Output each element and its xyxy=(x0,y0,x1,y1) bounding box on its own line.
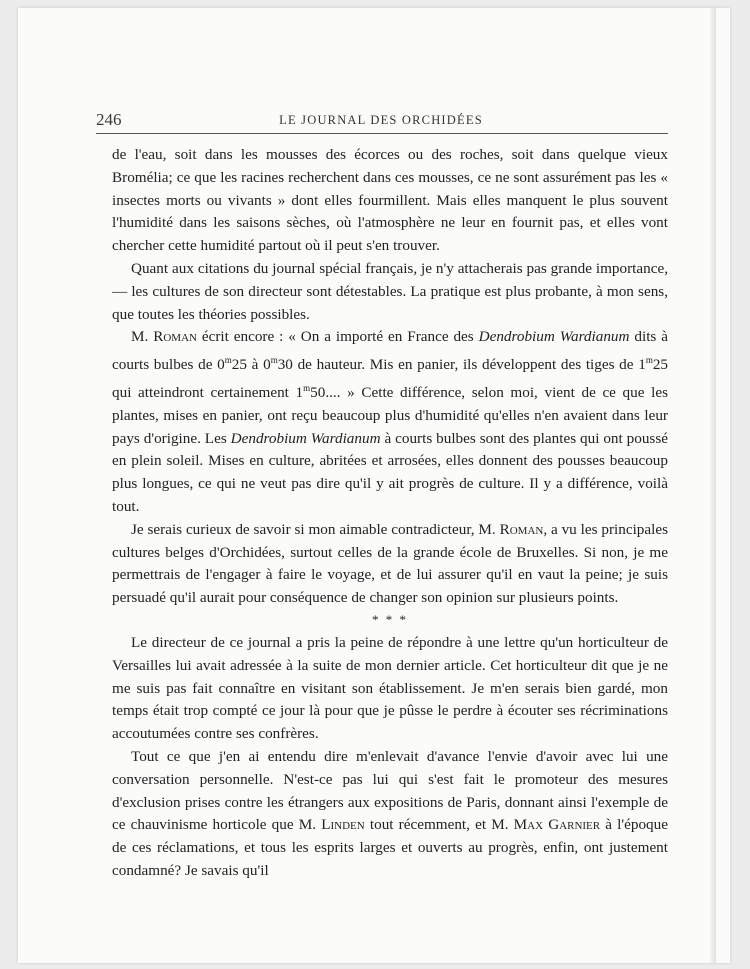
text-run: M. xyxy=(131,328,154,346)
person-name: Linden xyxy=(321,816,365,834)
text-run: 30 de hauteur. Mis en panier, ils développent des tiges de 1 xyxy=(277,356,646,374)
text-run: tout récemment, et M. xyxy=(364,816,514,834)
person-name: Roman xyxy=(153,328,197,346)
unit-superscript: m xyxy=(270,355,278,366)
unit-superscript: m xyxy=(224,355,232,366)
running-title: LE JOURNAL DES ORCHIDÉES xyxy=(279,113,483,127)
paragraph-3 xyxy=(112,326,668,519)
unit-superscript: m xyxy=(645,355,653,366)
paragraph-5: Le directeur de ce journal a pris la peine de répondre à une lettre qu'un horticulteur de Versailles lui avait adressée à la suite de mon dernier article. Cet horticulteur dit que je ne me suis pas fait connaître en visitant son établissement. Je m'en serais bien gardé, mon temps était trop compté ce jour là pour que je pûsse le perdre à écouter ses récriminations accoutumées contre ses confrères. xyxy=(112,634,668,743)
text-run: à courts bulbes sont des plantes qui ont poussé en plein soleil. Mises en culture, abritées et arrosées, elles donnent des pousses beaucoup plus longues, ce qui ne veut pas dire qu'il y ait progrès de culture. Il y a différence, voilà tout. xyxy=(112,429,668,516)
person-name: Max Garnier xyxy=(513,816,601,834)
text-run: à l'époque de ces réclamations, et tous les esprits larges et ouverts au progrès, enfin, ont justement condamné? Je savais qu'il xyxy=(112,816,668,880)
person-name: Roman xyxy=(499,520,544,538)
page-number: 246 xyxy=(96,110,122,129)
species-name: Dendrobium Wardianum xyxy=(478,328,630,346)
text-run: , a vu les principales cultures belges d'Orchidées, surtout celles de la grande école de Bruxelles. Si non, je me permettrais de l'engager à faire le voyage, et de lui assurer qu'il en vaut la peine; je suis persuadé qu'il aurait pour conséquence de changer son opinion sur plusieurs points. xyxy=(112,520,668,607)
paragraph-1: de l'eau, soit dans les mousses des écorces ou des roches, soit dans quelque vieux Bromélia; ce que les racines recherchent dans ces mousses, ce ne sont assurément pas les « insectes morts ou vivants » dont elles fourmillent. Mais elles manquent le plus souvent l'humidité dans les saisons sèches, où l'atmosphère ne leur en fournit pas, et elles vont chercher cette humidité partout où il peut s'en trouver. xyxy=(112,146,668,255)
text-run: dits à courts bulbes de 0 xyxy=(112,328,668,374)
species-name: Dendrobium Wardianum xyxy=(230,429,381,447)
paragraph-2: Quant aux citations du journal spécial français, je n'y attacherais pas grande importance, — les cultures de son directeur sont détestables. La pratique est plus probante, à mon sens, que toutes les théories possibles. xyxy=(112,259,668,323)
page-header xyxy=(96,110,666,130)
text-run: écrit encore : « On a importé en France des xyxy=(196,328,479,346)
unit-superscript: m xyxy=(303,383,311,394)
text-run: Tout ce que j'en ai entendu dire m'enlevait d'avance l'envie d'avoir avec lui une conversation personnelle. N'est-ce pas lui qui s'est fait le promoteur des mesures d'exclusion prises contre les étrangers aux expositions de Paris, donnant ainsi l'exemple de ce chauvinisme horticole que M. xyxy=(112,748,668,834)
text-run: 25 à 0 xyxy=(231,356,271,374)
paragraph-6 xyxy=(112,746,668,883)
text-run: 25 qui atteindront certainement 1 xyxy=(112,356,669,402)
text-run: Je serais curieux de savoir si mon aimable contradicteur, M. xyxy=(131,520,500,538)
page-edge-shadow xyxy=(710,8,716,963)
section-separator: * * * xyxy=(372,612,408,628)
article-body xyxy=(112,144,668,883)
text-run: 50.... » Cette différence, selon moi, vient de ce que les plantes, mises en panier, ont reçu beaucoup plus d'humidité qu'elles n'en avaient dans leur pays d'origine. Les xyxy=(112,384,668,447)
header-rule xyxy=(96,133,668,134)
paragraph-4 xyxy=(112,519,668,610)
